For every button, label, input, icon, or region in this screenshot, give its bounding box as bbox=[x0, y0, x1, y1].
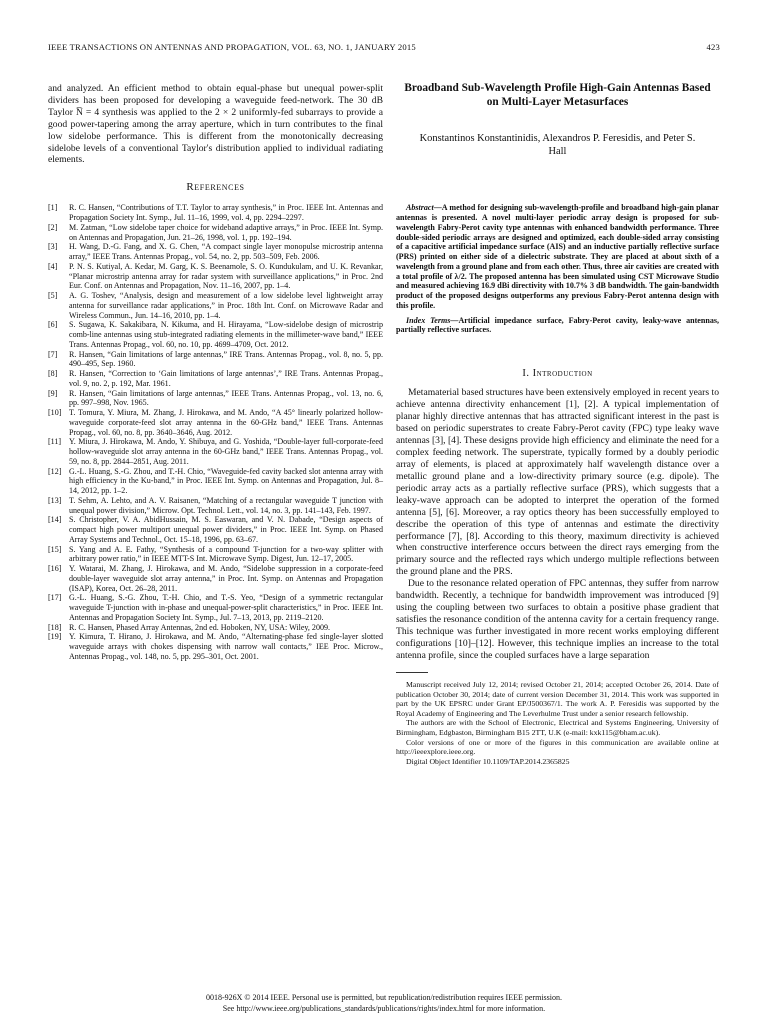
reference-text: R. C. Hansen, “Contributions of T.T. Taylor to array synthesis,” in Proc. IEEE Int. Antennas and Propagation Society Int. Symp., Jul. 11–16, 1999, vol. 4, pp. 2294–2297. bbox=[69, 203, 383, 222]
reference-item bbox=[48, 515, 383, 544]
reference-item bbox=[48, 408, 383, 437]
conclusion-paragraph: and analyzed. An efficient method to obtain equal-phase but unequal power-split dividers has been proposed for developing a waveguide feed-network. The 30 dB Taylor N̅ = 4 synthesis was applied to the 2 × 2 uniformly-fed subarrays to provide a good power-tapering among the array aperture, which in turn contributes to the final low sidelobe performance. This is different from the monotonically decreasing sidelobe levels of a conventional Taylor's distribution applied to individual radiating elements. bbox=[48, 83, 383, 166]
footnote: Manuscript received July 12, 2014; revised October 21, 2014; accepted October 26, 2014. Date of publication October 30, 2014; date of current version December 31, 2014. This work was supported in part by the UK EPSRC under Grant EP/J500367/1. The work A. P. Feresidis was supported by the Royal Academy of Engineering and The Leverhulme Trust under a senior research fellowship. bbox=[396, 679, 719, 718]
reference-number: [8] bbox=[48, 369, 58, 378]
reference-text: S. Christopher, V. A. AbidHussain, M. S. Easwaran, and V. N. Dabade, “Design aspects of compact high power multiport unequal power dividers,” in Proc. IEEE Int. Symp. on Phased Array Systems and Technol., Oct. 15–18, 1996, pp. 63–67. bbox=[69, 515, 383, 544]
paper-title: Broadband Sub-Wavelength Profile High-Gain Antennas Based on Multi-Layer Metasurfaces bbox=[404, 82, 711, 108]
reference-item bbox=[48, 632, 383, 661]
reference-text: H. Wang, D.-G. Fang, and X. G. Chen, “A compact single layer monopulse microstrip antenna array,” IEEE Trans. Antennas Propag., vol. 54, no. 2, pp. 503–509, Feb. 2006. bbox=[69, 242, 383, 261]
body-paragraph: Due to the resonance related operation of FPC antennas, they suffer from narrow bandwidth. Recently, a technique for bandwidth improvement was introduced [9] using the coupling between two surfaces to obtain a positive phase gradient that satisfies the resonance condition of the antenna cavity for a certain frequency range. This technique was further investigated in more recent works employing different configurations [10]–[12]. However, this technique implies an increase to the total antenna profile, since the coupled surfaces have a large separation bbox=[396, 578, 719, 662]
reference-number: [18] bbox=[48, 622, 62, 632]
reference-text: S. Yang and A. E. Fathy, “Synthesis of a compound T-junction for a two-way splitter with arbitrary power ratio,” in IEEE MTT-S Int. Microwave Symp. Digest, Jun. 12–17, 2005. bbox=[69, 544, 383, 564]
section-heading bbox=[396, 368, 719, 380]
reference-number: [11] bbox=[48, 437, 62, 447]
references-heading: References bbox=[186, 181, 245, 194]
left-column bbox=[48, 83, 383, 662]
reference-number: [9] bbox=[48, 388, 58, 398]
reference-item bbox=[48, 623, 383, 633]
introduction-body bbox=[396, 387, 719, 662]
page-number: 423 bbox=[706, 42, 720, 52]
references-list bbox=[48, 203, 383, 661]
reference-number: [14] bbox=[48, 515, 62, 525]
journal-header: IEEE TRANSACTIONS ON ANTENNAS AND PROPAGATION, VOL. 63, NO. 1, JANUARY 2015 bbox=[48, 42, 416, 52]
footnotes bbox=[396, 680, 719, 766]
index-terms-text: Artificial impedance surface, Fabry-Perot cavity, leaky-wave antennas, partially reflective surfaces. bbox=[396, 315, 719, 335]
reference-number: [15] bbox=[48, 544, 62, 554]
reference-text: Y. Watarai, M. Zhang, J. Hirokawa, and M. Ando, “Sidelobe suppression in a corporate-feed double-layer waveguide slot array antenna,” in Proc. Int. Symp. on Antennas and Propagation (ISAP), Korea, Oct. 26–28, 2011. bbox=[69, 564, 383, 593]
reference-number: [6] bbox=[48, 320, 58, 330]
reference-text: T. Sehm, A. Lehto, and A. V. Raisanen, “Matching of a rectangular waveguide T junction with unequal power division,” Microw. Opt. Technol. Lett., vol. 14, no. 3, pp. 141–143, Feb. 1997. bbox=[69, 495, 383, 515]
reference-number: [19] bbox=[48, 632, 62, 642]
right-column bbox=[396, 81, 719, 766]
reference-number: [13] bbox=[48, 495, 62, 505]
reference-item bbox=[48, 467, 383, 496]
reference-text: Y. Miura, J. Hirokawa, M. Ando, Y. Shibuya, and G. Yoshida, “Double-layer full-corporate-feed hollow-waveguide slot array antenna in the 60-GHz band,” IEEE Trans. Antennas Propag., vol. 59, no. 8, pp. 2844–2851, Aug. 2011. bbox=[69, 437, 383, 466]
reference-item bbox=[48, 203, 383, 223]
reference-text: R. Hansen, “Gain limitations of large antennas,” IEEE Trans. Antennas Propag., vol. 13, no. 6, pp. 997–998, Nov. 1965. bbox=[69, 388, 383, 408]
reference-item bbox=[48, 496, 383, 516]
index-terms bbox=[396, 316, 719, 336]
section-number: I. bbox=[522, 368, 530, 380]
reference-text: T. Tomura, Y. Miura, M. Zhang, J. Hirokawa, and M. Ando, “A 45° linearly polarized hollow-waveguide corporate-feed slot array antenna in the 60-GHz band,” IEEE Trans. Antennas Propag., vol. 60, no. 8, pp. 3640–3646, Aug. 2012. bbox=[69, 408, 383, 437]
reference-item bbox=[48, 545, 383, 565]
copyright-footer bbox=[48, 993, 720, 1014]
reference-item bbox=[48, 564, 383, 593]
rights-link-line: See http://www.ieee.org/publications_standards/publications/rights/index.html for more information. bbox=[222, 1003, 546, 1013]
reference-item bbox=[48, 242, 383, 262]
footnote-divider bbox=[396, 672, 428, 673]
reference-text: A. G. Toshev, “Analysis, design and measurement of a low sidelobe level lightweight array antenna for surveillance radar applications,” in Proc. 18th Int. Conf. on Microwave Radar and Wireless Commun., Jun. 14–16, 2010, pp. 1–4. bbox=[69, 291, 383, 320]
reference-item bbox=[48, 223, 383, 243]
reference-number: [4] bbox=[48, 261, 58, 271]
reference-number: [7] bbox=[48, 349, 58, 359]
reference-item bbox=[48, 389, 383, 409]
abstract-text: A method for designing sub-wavelength-profile and broadband high-gain planar antennas is presented. A novel multi-layer periodic array design is proposed for sub-wavelength Fabry-Perot cavity type antennas with enhanced bandwidth performance. Three double-sided periodic arrays are designed and optimized, each double-sided array consisting of a capacitive artificial impedance surface (AIS) and an inductive partially reflective surface (PRS) printed on either side of a dielectric substrate. They are placed at about sixth of a wavelength from a ground plane and from each other. Thus, three air cavities are created with a total profile of λ/2. The proposed antenna has been simulated using CST Microwave Studio and measured achieving 16.9 dBi directivity with 10.7% 3 dB bandwidth. The gain-bandwidth product of the proposed designs outperforms any previous Fabry-Perot antenna design with this profile. bbox=[396, 203, 719, 310]
paper-authors: Konstantinos Konstantinidis, Alexandros P. Feresidis, and Peter S. Hall bbox=[419, 133, 696, 158]
reference-number: [3] bbox=[48, 242, 58, 252]
reference-item bbox=[48, 437, 383, 466]
reference-number: [1] bbox=[48, 203, 58, 213]
reference-item bbox=[48, 369, 383, 389]
abstract bbox=[396, 203, 719, 310]
reference-number: [10] bbox=[48, 408, 62, 417]
section-title: Introduction bbox=[532, 368, 593, 380]
reference-number: [5] bbox=[48, 291, 58, 300]
abstract-label: Abstract— bbox=[406, 203, 442, 213]
reference-text: P. N. S. Kutiyal, A. Kedar, M. Garg, K. S. Beenamole, S. O. Kundukulam, and U. K. Revankar, “Planar microstrip antenna array for radar system with surveillance applications,” in Proc. 2nd Eur. Conf. on Antennas and Propagation, Nov. 11–16, 2007, pp. 1–4. bbox=[69, 261, 383, 291]
reference-text: G.-L. Huang, S.-G. Zhou, and T.-H. Chio, “Waveguide-fed cavity backed slot antenna array with high efficiency in the Ku-band,” in Proc. IEEE Int. Symp. on Antennas and Propagation, Jul. 8–14, 2012, pp. 1–2. bbox=[69, 466, 383, 495]
reference-number: [2] bbox=[48, 222, 58, 232]
reference-item bbox=[48, 320, 383, 349]
footnote: Digital Object Identifier 10.1109/TAP.2014.2365825 bbox=[406, 756, 570, 766]
index-terms-label: Index Terms— bbox=[406, 315, 459, 325]
reference-item bbox=[48, 291, 383, 320]
reference-item bbox=[48, 262, 383, 291]
running-header bbox=[48, 42, 720, 56]
reference-text: R. Hansen, “Correction to ‘Gain limitations of large antennas’,” IRE Trans. Antennas Propag., vol. 9, no. 2, p. 192, Mar. 1961. bbox=[69, 369, 383, 388]
reference-item bbox=[48, 593, 383, 622]
reference-text: S. Sugawa, K. Sakakibara, N. Kikuma, and H. Hirayama, “Low-sidelobe design of microstrip comb-line antennas using stub-integrated radiating elements in the millimeter-wave band,” IEEE Trans. Antennas Propag., vol. 60, no. 10, pp. 4699–4709, Oct. 2012. bbox=[69, 320, 383, 349]
reference-number: [17] bbox=[48, 593, 62, 603]
footnote: The authors are with the School of Electronic, Electrical and Systems Engineering, University of Birmingham, Edgbaston, Birmingham B15 2TT, U.K (e-mail: kxk115@bham.ac.uk). bbox=[396, 718, 719, 737]
copyright-line: 0018-926X © 2014 IEEE. Personal use is permitted, but republication/redistribution requires IEEE permission. bbox=[205, 993, 562, 1002]
reference-number: [12] bbox=[48, 466, 62, 476]
reference-text: M. Zatman, “Low sidelobe taper choice for wideband adaptive arrays,” in Proc. IEEE Int. Symp. on Antennas and Propagation, Jun. 21–26, 1998, vol. 1, pp. 192–194. bbox=[69, 222, 383, 242]
reference-number: [16] bbox=[48, 564, 62, 573]
reference-text: G.-L. Huang, S.-G. Zhou, T.-H. Chio, and T.-S. Yeo, “Design of a symmetric rectangular waveguide T-junction with in-phase and unequal-power-split characteristics,” in Proc. IEEE Int. Antennas and Propagation Society Int. Symp., Jul. 7–13, 2013, pp. 2119–2120. bbox=[69, 593, 383, 622]
reference-text: R. Hansen, “Gain limitations of large antennas,” IRE Trans. Antennas Propag., vol. 8, no. 5, pp. 490–495, Sep. 1960. bbox=[69, 349, 383, 369]
reference-text: Y. Kimura, T. Hirano, J. Hirokawa, and M. Ando, “Alternating-phase fed single-layer slotted waveguide arrays with chokes dispensing with narrow wall contacts,” IEE Proc. Microw., Antennas Propag., vol. 148, no. 5, pp. 295–301, Oct. 2001. bbox=[69, 632, 383, 661]
reference-text: R. C. Hansen, Phased Array Antennas, 2nd ed. Hoboken, NY, USA: Wiley, 2009. bbox=[69, 622, 331, 632]
body-paragraph: Metamaterial based structures have been extensively employed in recent years to achieve antenna directivity enhancement [1], [2]. A typical implementation of planar highly directive antennas that has attracted significant interest in the past is based on periodic superstrates to create Fabry-Perot cavity (FPC) type leaky wave antennas [3], [4]. These designs provide high efficiency and eliminate the need for a complex feeding network. The superstrate, typically formed by a doubly periodic array of elements, is placed at approximately half wavelength distance over a metallic ground plane and a low-directivity primary source (e.g. dipole). The periodic array acts as a partially reflective surface (PRS), which suggests that a leaky-wave approach can be adopted to interpret the operation of the formed antenna [5], [6]. Moreover, a ray optics theory has been successfully employed to describe the operation of this type of antennas and estimate the directivity performance [7], [8]. According to this theory, maximum directivity is achieved when constructive interference occurs between the direct rays emerging from the primary source and the reflected rays which undergo multiple reflections between the ground plane and the PRS. bbox=[396, 387, 719, 578]
reference-item bbox=[48, 350, 383, 370]
footnote: Color versions of one or more of the figures in this communication are available online at http://ieeexplore.ieee.org. bbox=[396, 737, 719, 757]
